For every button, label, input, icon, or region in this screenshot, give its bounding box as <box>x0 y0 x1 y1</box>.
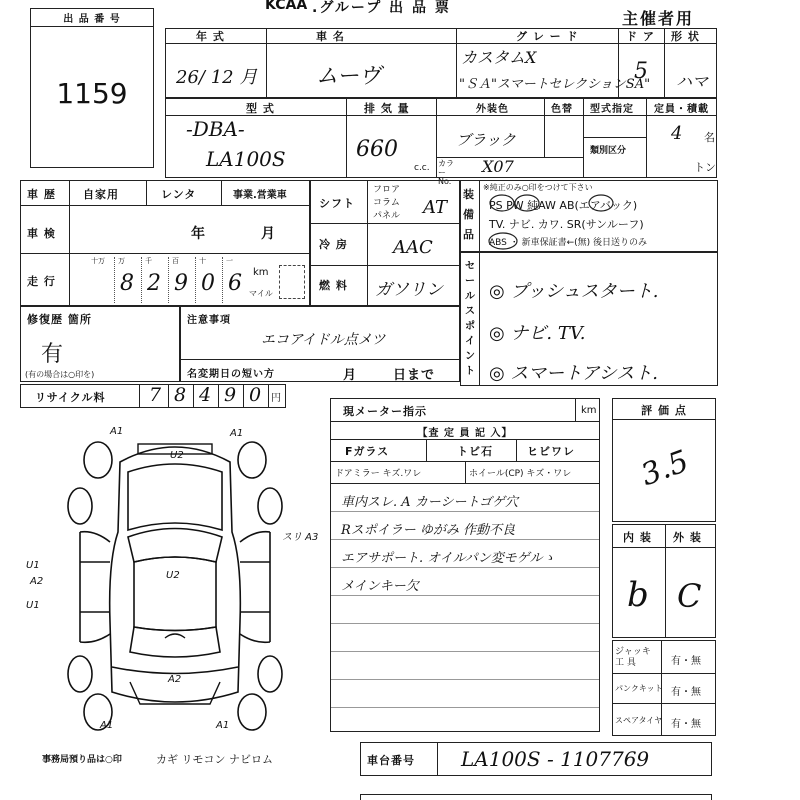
diagram-footer: 事務局預り品は○印 <box>42 755 122 765</box>
recycle-block <box>20 384 286 408</box>
host-label: 主催者用 <box>622 9 695 28</box>
color-swap-label: 色替 <box>551 104 573 115</box>
header-title: .グループ 出 品 票 <box>312 0 451 16</box>
sales-point-2: ◎ ナビ. TV. <box>489 323 586 344</box>
exterior-value: C <box>677 577 702 615</box>
history-opt-private: 自家用 <box>83 188 119 201</box>
hood <box>128 464 222 530</box>
inspection-month-unit: 月 <box>261 226 276 242</box>
wheel-label: ホイール(CP) キズ・ワレ <box>469 469 572 479</box>
color-value: ブラック <box>456 131 516 149</box>
meter-block <box>330 398 600 732</box>
roof <box>134 557 216 631</box>
inspection-note-3: エアサポート. オイルパン変モゲルゝ <box>341 551 556 566</box>
model-value-1: -DBA- <box>186 117 245 141</box>
score-block <box>612 398 716 522</box>
mark-a1-rear-right: A1 <box>216 720 230 731</box>
mileage-digit-head: 万 <box>118 257 125 265</box>
shift-opt-column: コラム <box>373 198 400 208</box>
history-opt-business: 事業.営業車 <box>233 190 287 201</box>
lot-number: 1159 <box>56 77 128 110</box>
equipment-block <box>460 180 718 252</box>
inspection-label: 車 検 <box>27 227 56 240</box>
shift-block <box>310 180 460 306</box>
interior-value: b <box>627 575 649 615</box>
recycle-digit: 0 <box>249 384 262 406</box>
recycle-digit: 8 <box>174 384 187 406</box>
damage-diagram <box>20 412 320 742</box>
grade-value-1: カスタムX <box>461 48 537 67</box>
wheels <box>68 442 282 730</box>
displacement-label: 排 気 量 <box>364 102 410 115</box>
cc-unit: c.c. <box>414 163 430 173</box>
mark-u1-left: U1 <box>26 560 40 571</box>
jack-value: 有・無 <box>671 656 701 667</box>
mileage-digit-head: 十万 <box>91 257 105 265</box>
accessory-block <box>612 640 716 736</box>
deadline-day: 日まで <box>393 368 436 383</box>
recycle-digit: 4 <box>199 384 212 406</box>
meter-km: km <box>581 405 597 416</box>
sales-point-1: ◎ プッシュスタート. <box>489 281 659 302</box>
door-value: 5 <box>634 59 648 84</box>
inspection-note-4: メインキー欠 <box>341 579 419 594</box>
displacement-value: 660 <box>356 137 398 162</box>
mark-a1-rear-left: A1 <box>100 720 114 731</box>
equipment-circles <box>461 181 719 253</box>
repair-note: (有の場合は○印を) <box>25 370 95 379</box>
equipment-line2: TV. ナビ. カワ. SR(サンルーフ) <box>489 218 644 231</box>
mileage-digit-head: 百 <box>172 257 179 265</box>
color-no-value: X07 <box>482 157 514 176</box>
fuel-value: ガソリン <box>375 280 443 300</box>
meter-label: 現メーター指示 <box>343 405 427 418</box>
km-label: km <box>253 267 269 278</box>
sales-block <box>460 252 718 386</box>
diagram-items: カギ リモコン ナビロム <box>156 753 273 766</box>
name-value: ムーヴ <box>316 64 381 89</box>
hibi-label: ヒビワレ <box>527 445 575 458</box>
recycle-digit: 9 <box>224 384 237 406</box>
grade-value-2: "ＳＡ"スマートセレクションSA" <box>459 77 651 92</box>
puncture-kit-value: 有・無 <box>671 687 701 698</box>
mile-box <box>279 265 305 299</box>
notice-label: 注意事項 <box>187 315 231 326</box>
model-value-2: LA100S <box>206 147 286 171</box>
history-label: 車 歴 <box>27 188 56 201</box>
interior-label: 内 装 <box>623 531 652 544</box>
mark-u1-left-lower: U1 <box>26 600 40 611</box>
recycle-unit: 円 <box>271 393 281 404</box>
ext-color-label: 外装色 <box>476 104 509 115</box>
mark-a1-front-left: A1 <box>110 426 124 437</box>
lot-box <box>30 8 154 168</box>
deadline-label: 名変期日の短い方 <box>187 369 275 380</box>
vin-label: 車台番号 <box>367 754 415 767</box>
mile-label: マイル <box>249 289 273 298</box>
check-label: 【査 定 員 記 入】 <box>417 428 513 439</box>
recycle-label: リサイクル料 <box>35 391 106 404</box>
mileage-digit-head: 十 <box>199 257 206 265</box>
shift-opt-panel: パネル <box>373 211 401 221</box>
person-unit: 名 <box>704 131 715 144</box>
mark-u2-grille: U2 <box>170 450 184 461</box>
score-label: 評 価 点 <box>641 404 687 417</box>
vehicle-info-row2 <box>165 98 717 186</box>
notice-block <box>180 306 460 382</box>
shift-value: AT <box>423 197 448 218</box>
deadline-month: 月 <box>343 368 358 383</box>
shift-opt-floor: フロア <box>373 185 401 195</box>
name-label: 車 名 <box>316 30 345 43</box>
repair-value: 有 <box>41 342 64 367</box>
mark-a1-front-right: A1 <box>230 428 244 439</box>
grade-label: グ レ ー ド <box>516 30 579 43</box>
sales-point-3: ◎ スマートアシスト. <box>489 363 658 384</box>
mileage-digit: 0 <box>201 271 215 296</box>
class-label: 類別区分 <box>590 146 627 156</box>
fuel-label: 燃 料 <box>319 279 348 292</box>
sales-label: セールスポイント <box>465 261 476 377</box>
mileage-digit: 2 <box>147 271 161 296</box>
vin-value: LA100S - 1107769 <box>461 747 650 771</box>
exterior-label: 外 装 <box>673 531 702 544</box>
ac-value: AAC <box>393 237 433 258</box>
ton-unit: トン <box>694 161 716 174</box>
shift-label: シフト <box>319 197 355 210</box>
shape-value: ハマ <box>676 72 709 91</box>
inspection-year-unit: 年 <box>191 226 206 242</box>
mileage-digit-head: 一 <box>226 257 233 265</box>
bottom-frame-edge <box>360 794 712 800</box>
mark-u2-roof: U2 <box>166 570 180 581</box>
ac-label: 冷 房 <box>319 238 348 251</box>
equipment-note: ※純正のみ○印をつけて下さい <box>483 183 593 192</box>
type-cert-label: 型式指定 <box>590 104 634 115</box>
lot-label: 出 品 番 号 <box>63 14 121 25</box>
year-value: 26/ 12 月 <box>176 67 258 88</box>
spare-tire-value: 有・無 <box>671 719 701 730</box>
mileage-digit: 8 <box>120 271 134 296</box>
spare-tire-label: スペアタイヤ <box>615 716 663 725</box>
rear-window <box>130 627 220 657</box>
year-label: 年 式 <box>196 30 225 43</box>
mileage-digit: 6 <box>228 271 242 296</box>
inspection-note-2: Rスポイラー ゆがみ 作動不良 <box>341 523 516 538</box>
equipment-line1: PS PW 純AW AB(エアバック) <box>489 199 638 212</box>
equipment-label: 装 備 品 <box>463 188 475 241</box>
tobi-label: トビ石 <box>457 445 493 458</box>
history-block <box>20 180 310 306</box>
score-value: 3.5 <box>636 443 694 494</box>
vehicle-info-row1 <box>165 28 717 98</box>
mark-a2-rear: A2 <box>168 674 182 685</box>
inspection-note-1: 車内スレ. A カーシートゴゲ穴 <box>341 495 519 510</box>
mirror-label: ドアミラー キズ.ワレ <box>335 469 422 479</box>
shape-label: 形 状 <box>671 30 700 43</box>
capacity-label: 定員・積載 <box>654 104 709 115</box>
repair-label: 修復歴 箇所 <box>27 313 92 326</box>
mark-a2-left: A2 <box>30 576 44 587</box>
door-label: ド ア <box>626 30 655 43</box>
mark-a3-right: スリ A3 <box>282 532 319 543</box>
mileage-label: 走 行 <box>27 275 56 288</box>
recycle-digit: 7 <box>149 384 162 406</box>
header-org: KCAA <box>265 0 308 13</box>
vin-block <box>360 742 712 776</box>
interior-exterior-block <box>612 524 716 638</box>
color-no-label: カラー No. <box>438 159 454 186</box>
puncture-kit-label: パンクキット <box>615 684 663 693</box>
capacity-value: 4 <box>671 123 683 144</box>
history-opt-rental: レンタ <box>161 188 197 201</box>
repair-block <box>20 306 180 382</box>
mileage-digit: 9 <box>174 271 188 296</box>
equipment-line3: ABS ・ 新車保証書←(無) 後日送りのみ <box>489 238 648 248</box>
mileage-digit-head: 千 <box>145 257 152 265</box>
f-glass-label: Fガラス <box>345 445 390 458</box>
jack-label: ジャッキ 工 具 <box>615 647 651 668</box>
model-label: 型 式 <box>246 102 275 115</box>
notice-value: エコアイドル点メツ <box>261 332 386 348</box>
